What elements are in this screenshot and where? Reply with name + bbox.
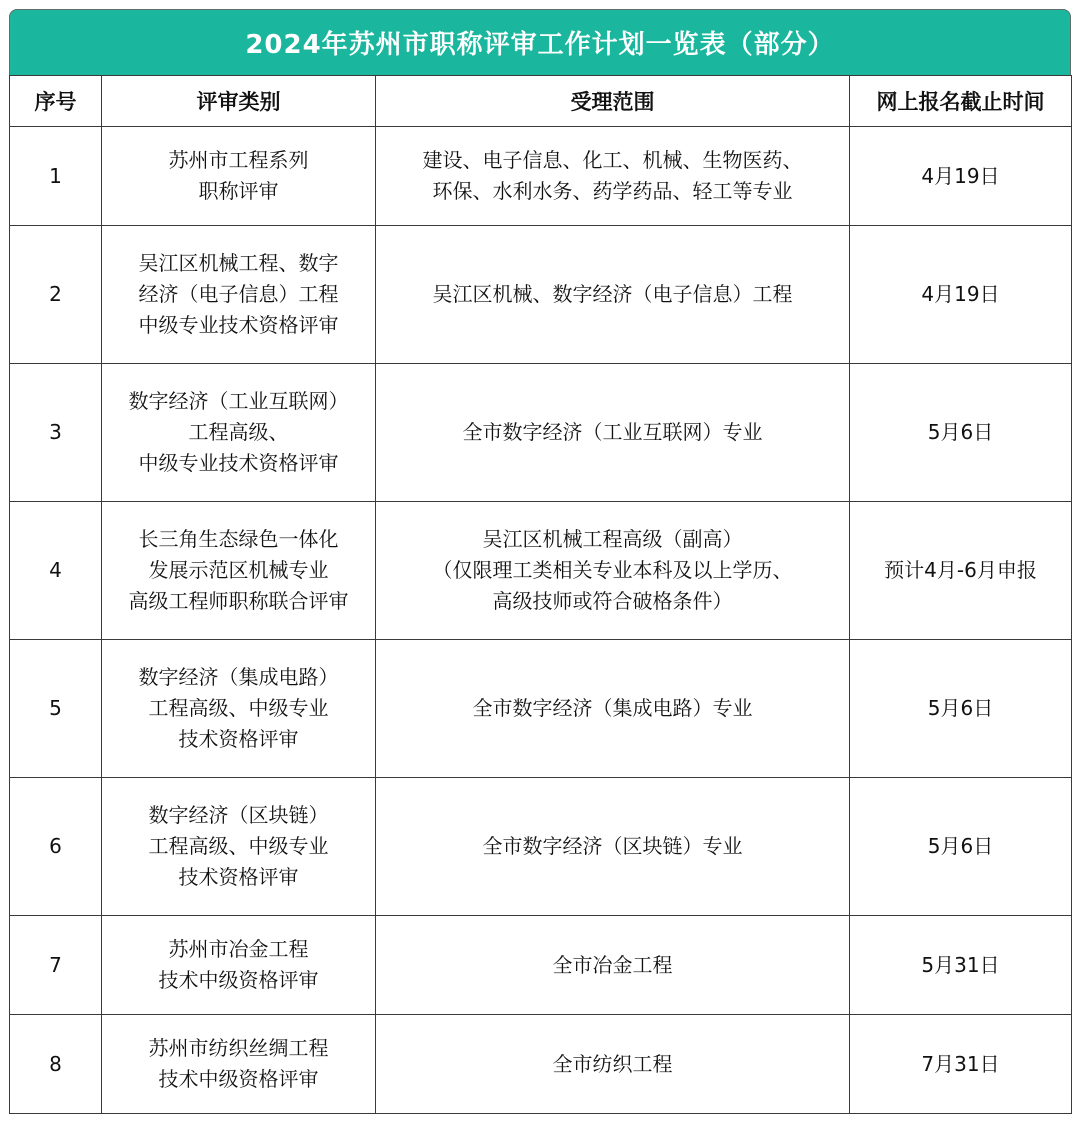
cell-scope-line: 全市纺织工程 — [552, 1051, 673, 1076]
cell-category-line: 高级工程师职称联合评审 — [128, 589, 349, 613]
cell-scope-line: 建设、电子信息、化工、机械、生物医药、 — [422, 148, 803, 172]
cell-category-line: 工程高级、 — [188, 420, 289, 444]
cell-deadline: 5月6日 — [850, 364, 1072, 502]
cell-category-line: 工程高级、中级专业 — [148, 696, 329, 720]
table-row — [10, 502, 1072, 640]
cell-scope-line: 环保、水利水务、药学药品、轻工等专业 — [432, 179, 793, 203]
cell-no: 3 — [10, 364, 102, 502]
cell-category-line: 长三角生态绿色一体化 — [138, 527, 339, 551]
table-row — [10, 364, 1072, 502]
cell-deadline: 5月31日 — [850, 916, 1072, 1015]
cell-scope — [376, 640, 850, 778]
cell-scope-line: （仅限理工类相关专业本科及以上学历、 — [432, 558, 793, 582]
cell-category — [102, 1015, 376, 1114]
plan-table — [9, 75, 1072, 1114]
table-row — [10, 226, 1072, 364]
cell-category-line: 苏州市工程系列 — [168, 148, 309, 172]
table-row — [10, 127, 1072, 226]
cell-no: 1 — [10, 127, 102, 226]
cell-category-line: 工程高级、中级专业 — [148, 834, 329, 858]
cell-no: 6 — [10, 778, 102, 916]
cell-category-line: 中级专业技术资格评审 — [138, 313, 339, 337]
cell-no: 4 — [10, 502, 102, 640]
cell-no: 8 — [10, 1015, 102, 1114]
cell-category — [102, 640, 376, 778]
cell-scope-line: 全市数字经济（集成电路）专业 — [472, 696, 753, 720]
table-title: 2024年苏州市职称评审工作计划一览表（部分） — [9, 9, 1071, 75]
table-row — [10, 640, 1072, 778]
cell-category-line: 技术中级资格评审 — [158, 968, 319, 992]
header-no: 序号 — [10, 76, 102, 127]
cell-category-line: 经济（电子信息）工程 — [138, 282, 339, 306]
cell-category — [102, 364, 376, 502]
cell-scope-line: 吴江区机械工程高级（副高） — [482, 527, 743, 551]
cell-category — [102, 778, 376, 916]
header-deadline: 网上报名截止时间 — [850, 76, 1072, 127]
cell-deadline: 预计4月-6月申报 — [850, 502, 1072, 640]
cell-scope — [376, 916, 850, 1015]
cell-category-line: 发展示范区机械专业 — [148, 558, 329, 582]
table-row — [10, 1015, 1072, 1114]
cell-category — [102, 127, 376, 226]
cell-category — [102, 916, 376, 1015]
cell-category — [102, 226, 376, 364]
cell-deadline: 4月19日 — [850, 226, 1072, 364]
cell-no: 5 — [10, 640, 102, 778]
cell-scope-line: 高级技师或符合破格条件） — [492, 589, 733, 613]
plan-table-container — [9, 9, 1071, 1114]
cell-scope-line: 全市冶金工程 — [552, 952, 673, 977]
cell-deadline: 7月31日 — [850, 1015, 1072, 1114]
header-scope: 受理范围 — [376, 76, 850, 127]
cell-scope — [376, 502, 850, 640]
table-row — [10, 916, 1072, 1015]
cell-no: 2 — [10, 226, 102, 364]
table-row — [10, 778, 1072, 916]
cell-scope — [376, 226, 850, 364]
cell-category-line: 技术资格评审 — [178, 727, 299, 751]
cell-category-line: 苏州市冶金工程 — [168, 937, 309, 961]
cell-category-line: 职称评审 — [198, 179, 279, 203]
cell-category-line: 中级专业技术资格评审 — [138, 451, 339, 475]
header-row — [10, 76, 1072, 127]
cell-scope-line: 全市数字经济（区块链）专业 — [482, 834, 743, 858]
cell-scope-line: 全市数字经济（工业互联网）专业 — [462, 420, 763, 444]
cell-no: 7 — [10, 916, 102, 1015]
cell-category-line: 吴江区机械工程、数字 — [138, 251, 339, 275]
table-body — [10, 127, 1072, 1114]
cell-category — [102, 502, 376, 640]
cell-deadline: 5月6日 — [850, 640, 1072, 778]
cell-category-line: 技术资格评审 — [178, 865, 299, 889]
cell-category-line: 苏州市纺织丝绸工程 — [148, 1036, 329, 1060]
cell-scope — [376, 778, 850, 916]
cell-deadline: 4月19日 — [850, 127, 1072, 226]
header-category: 评审类别 — [102, 76, 376, 127]
cell-scope-line: 吴江区机械、数字经济（电子信息）工程 — [432, 282, 793, 306]
cell-scope — [376, 127, 850, 226]
cell-category-line: 数字经济（工业互联网） — [128, 389, 349, 413]
cell-scope — [376, 364, 850, 502]
cell-category-line: 数字经济（集成电路） — [138, 665, 339, 689]
cell-category-line: 数字经济（区块链） — [148, 803, 329, 827]
cell-category-line: 技术中级资格评审 — [158, 1067, 319, 1091]
cell-deadline: 5月6日 — [850, 778, 1072, 916]
cell-scope — [376, 1015, 850, 1114]
